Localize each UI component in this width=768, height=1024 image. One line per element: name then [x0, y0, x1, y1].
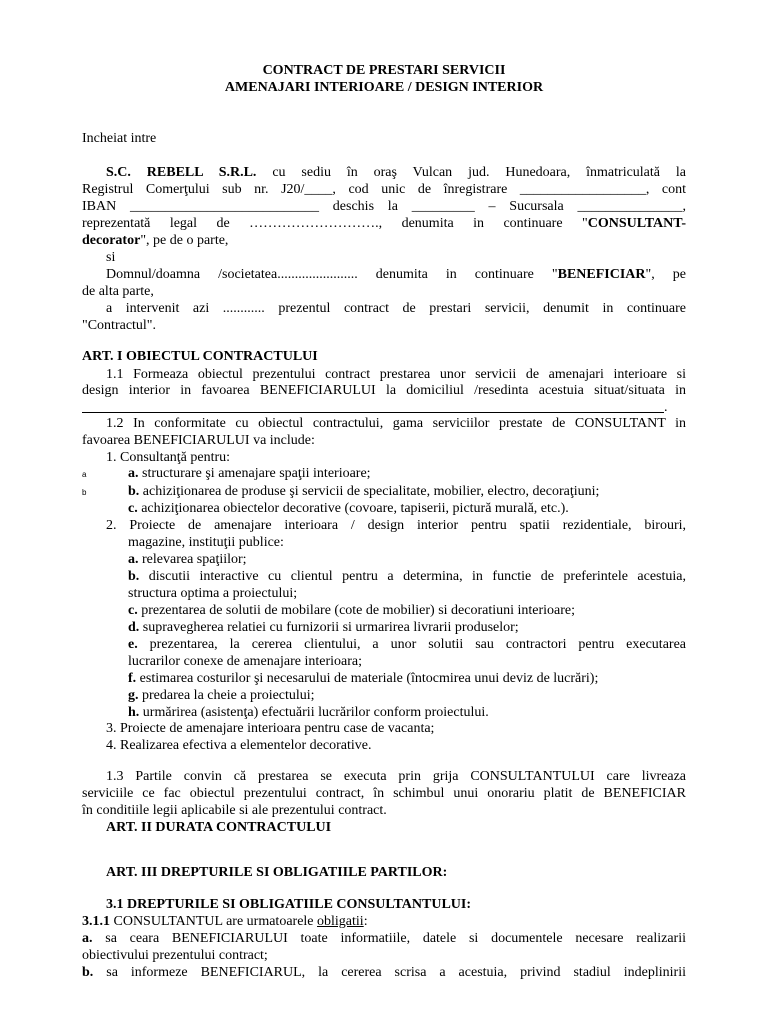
party1-line-3: IBAN ___________________________ deschis la _________ – Sucursala _______________, [82, 199, 686, 214]
obligation-b-text: sa informeze BENEFICIARUL, la cererea scrisa a acestuia, privind stadiul indeplinirii [93, 965, 686, 980]
decorator-label: decorator [82, 233, 141, 248]
obligation-b-line-1 [82, 964, 686, 981]
item-3: 3. Proiecte de amenajare interioara pentru case de vacanta; [106, 721, 435, 736]
company-name: S.C. REBELL S.R.L. [106, 165, 257, 180]
party1-line-1 [106, 164, 686, 181]
s311-end: : [363, 914, 368, 929]
item-2d-text: supravegherea relatiei cu furnizorii si urmarirea livrarii produselor; [139, 620, 519, 635]
item-2-line-2: magazine, instituţii publice: [128, 535, 284, 550]
agreement-line-1: a intervenit azi ............ prezentul contract de prestari servicii, denumit in continuare [106, 301, 686, 316]
obligation-a-line-1 [82, 930, 686, 947]
item-1a-letter: a. [128, 466, 139, 481]
obligation-a-line-2: obiectivului prezentului contract; [82, 948, 268, 963]
party1-line-5-rest: ", pe de o parte, [140, 233, 229, 248]
obligation-a-text: sa ceara BENEFICIARULUI toate informatiile, datele si documentele necesare realizarii [92, 931, 686, 946]
item-2d-letter: d. [128, 620, 140, 635]
beneficiar-label: BENEFICIAR [557, 267, 646, 282]
item-2h-text: urmărirea (asistenţa) efectuării lucrărilor conform proiectului. [139, 705, 489, 720]
s11-line-2: design interior in favoarea BENEFICIARULUI la domiciliul /resedinta acestuia situat/situata in [82, 383, 686, 398]
title-line-2: AMENAJARI INTERIOARE / DESIGN INTERIOR [224, 80, 544, 95]
item-2a [128, 551, 686, 568]
item-2g-text: predarea la cheie a proiectului; [138, 688, 315, 703]
item-2f [128, 670, 686, 687]
s11-line-1: 1.1 Formeaza obiectul prezentului contract prestarea unor servicii de amenajari interioare si [106, 367, 686, 382]
address-blank-line [82, 412, 664, 413]
party1-line-5 [82, 232, 686, 249]
party2-line-2: de alta parte, [82, 284, 154, 299]
party1-line-4 [82, 215, 686, 232]
item-2g-letter: g. [128, 688, 139, 703]
item-2-line-1: 2. Proiecte de amenajare interioara / design interior pentru spatii rezidentiale, birouri, [106, 518, 686, 533]
item-1b-text: achiziţionarea de produse şi servicii de specialitate, mobilier, electro, decoraţiuni; [139, 484, 600, 499]
item-1b-letter: b. [128, 484, 140, 499]
item-2e-line-1 [128, 636, 686, 653]
item-2c [128, 602, 686, 619]
party2-line-1-end: ", pe [645, 267, 686, 282]
item-1b-marker: b [82, 488, 87, 497]
s311-text: CONSULTANTUL are urmatoarele [110, 914, 318, 929]
item-2c-text: prezentarea de solutii de mobilare (cote de mobilier) si decoratiuni interioare; [137, 603, 576, 618]
item-2e-text: prezentarea, la cererea clientului, a unor solutii sau contractori pentru executarea [137, 637, 686, 652]
item-2e-letter: e. [128, 637, 138, 652]
party2-line-1 [106, 266, 686, 283]
art1-heading: ART. I OBIECTUL CONTRACTULUI [82, 349, 318, 364]
item-2h-letter: h. [128, 705, 140, 720]
agreement-line-2: "Contractul". [82, 318, 157, 333]
s13-line-1: 1.3 Partile convin că prestarea se executa prin grija CONSULTANTULUI care livreaza [106, 769, 686, 784]
party1-line-1-rest: cu sediu în oraş Vulcan jud. Hunedoara, înmatriculată la [256, 165, 686, 180]
si-text: si [106, 250, 116, 265]
item-2f-text: estimarea costurilor şi necesarului de materiale (întocmirea unui deviz de lucrări); [136, 671, 599, 686]
item-2h [128, 704, 686, 721]
s311-obligatii: obligatii [317, 914, 364, 929]
party2-line-1-text: Domnul/doamna /societatea....................... denumita in continuare " [106, 267, 558, 282]
art2-heading: ART. II DURATA CONTRACTULUI [106, 820, 332, 835]
consultant-label: CONSULTANT- [587, 216, 686, 231]
title-line-1: CONTRACT DE PRESTARI SERVICII [262, 63, 506, 78]
item-2b-line-2: structura optima a proiectului; [128, 586, 298, 601]
item-2a-text: relevarea spaţiilor; [138, 552, 247, 567]
item-2d [128, 619, 686, 636]
s311-number: 3.1.1 [82, 914, 110, 929]
item-4: 4. Realizarea efectiva a elementelor decorative. [106, 738, 372, 753]
item-1c-letter: c. [128, 501, 138, 516]
s12-line-2: favoarea BENEFICIARULUI va include: [82, 433, 315, 448]
s13-line-2: serviciile ce fac obiectul prezentului contract, în schimbul unui onorariu platit de BENEFICIAR [82, 786, 686, 801]
s11-line-3-end: . [664, 400, 668, 415]
item-1a-marker: a [82, 470, 87, 479]
item-1: 1. Consultanţă pentru: [106, 450, 231, 465]
item-1c [128, 500, 686, 517]
item-1a-text: structurare şi amenajare spaţii interioare; [138, 466, 371, 481]
s31-heading: 3.1 DREPTURILE SI OBLIGATIILE CONSULTANTULUI: [106, 897, 471, 912]
item-2b-line-1 [128, 568, 686, 585]
art3-heading: ART. III DREPTURILE SI OBLIGATIILE PARTILOR: [106, 865, 448, 880]
obligation-b-letter: b. [82, 965, 94, 980]
item-2b-text: discutii interactive cu clientul pentru a determina, in functie de preferintele acestuia, [139, 569, 686, 584]
party1-line-4-text: reprezentată legal de ………………………., denumita in continuare " [82, 216, 588, 231]
item-2e-line-2: lucrarilor conexe de amenajare interioara; [128, 654, 362, 669]
item-1c-text: achiziţionarea obiectelor decorative (covoare, tapiserii, pictură murală, etc.). [137, 501, 569, 516]
item-2g [128, 687, 686, 704]
obligation-a-letter: a. [82, 931, 93, 946]
item-1b [128, 483, 686, 500]
item-2b-letter: b. [128, 569, 140, 584]
s311-line [82, 913, 686, 930]
item-2f-letter: f. [128, 671, 137, 686]
item-1a [128, 465, 686, 482]
item-2c-letter: c. [128, 603, 138, 618]
s12-line-1: 1.2 In conformitate cu obiectul contractului, gama serviciilor prestate de CONSULTANT in [106, 416, 686, 431]
intro-incheiat: Incheiat intre [82, 131, 157, 146]
party1-line-2: Registrul Comerţului sub nr. J20/____, cod unic de înregistrare __________________, cont [82, 182, 686, 197]
s13-line-3: în conditiile legii aplicabile si ale prezentului contract. [82, 803, 387, 818]
item-2a-letter: a. [128, 552, 139, 567]
